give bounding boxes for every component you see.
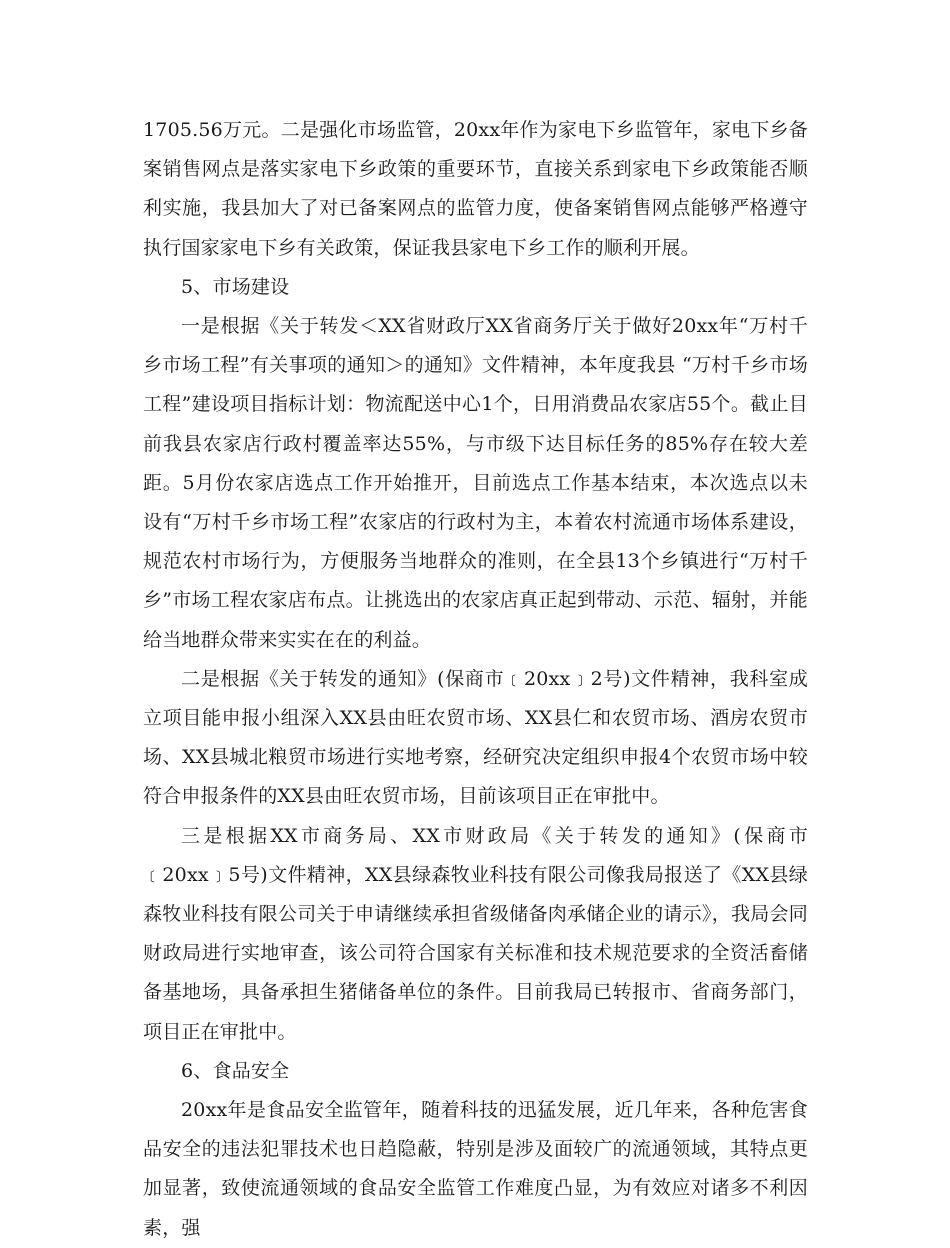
section-heading-food-safety: 6、食品安全 <box>181 1059 290 1082</box>
paragraph-market-construction-1: 一是根据《关于转发＜XX省财政厅XX省商务厅关于做好20xx年“万村千乡市场工程”有关事项的通知＞的通知》文件精神，本年度我县 “万村千乡市场工程”建设项目指标计划：物流配送中心1个，日用消费品农家店55个。截止目前我县农家店行政村覆盖率达55%，与市级下达目标任务的85%存在较大差距。5月份农家店选点工作开始推开，目前选点工作基本结束，本次选点以未设有“万村千乡市场工程”农家店的行政村为主，本着农村流通市场体系建设，规范农村市场行为，方便服务当地群众的准则，在全县13个乡镇进行“万村千乡”市场工程农家店布点。让挑选出的农家店真正起到带动、示范、辐射，并能给当地群众带来实实在在的利益。 <box>143 315 808 651</box>
paragraph-food-safety: 20xx年是食品安全监管年，随着科技的迅猛发展，近几年来，各种危害食品安全的违法犯罪技术也日趋隐蔽，特别是涉及面较广的流通领域，其特点更加显著，致使流通领域的食品安全监管工作难度凸显，为有效应对诸多不利因素，强 <box>143 1099 808 1239</box>
document-body <box>143 111 808 1248</box>
paragraph-market-construction-3: 三是根据XX市商务局、XX市财政局《关于转发的通知》(保商市﹝20xx﹞5号)文件精神，XX县绿森牧业科技有限公司像我局报送了《XX县绿森牧业科技有限公司关于申请继续承担省级储备肉承储企业的请示》，我局会同财政局进行实地审查，该公司符合国家有关标准和技术规范要求的全资活畜储备基地场，具备承担生猪储备单位的条件。目前我局已转报市、省商务部门，项目正在审批中。 <box>143 824 808 1043</box>
paragraph-continuation: 1705.56万元。二是强化市场监管，20xx年作为家电下乡监管年，家电下乡备案销售网点是落实家电下乡政策的重要环节，直接关系到家电下乡政策能否顺利实施，我县加大了对已备案网点的监管力度，使备案销售网点能够严格遵守执行国家家电下乡有关政策，保证我县家电下乡工作的顺利开展。 <box>143 119 808 259</box>
paragraph-market-construction-2: 二是根据《关于转发的通知》(保商市﹝20xx﹞2号)文件精神，我科室成立项目能申报小组深入XX县由旺农贸市场、XX县仁和农贸市场、酒房农贸市场、XX县城北粮贸市场进行实地考察，经研究决定组织申报4个农贸市场中较符合申报条件的XX县由旺农贸市场，目前该项目正在审批中。 <box>143 667 808 808</box>
section-heading-market-construction: 5、市场建设 <box>181 275 290 298</box>
